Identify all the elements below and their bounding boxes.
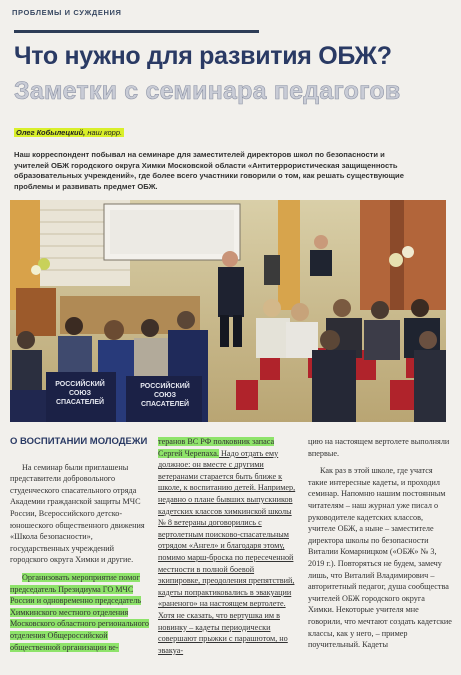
article-title: Что нужно для развития ОБЖ? [14, 42, 392, 70]
banner-line3-left: СПАСАТЕЛЕЙ [55, 399, 105, 406]
byline [14, 128, 124, 137]
lead-paragraph: Наш корреспондент побывал на семинаре для заместителей директоров школ по безопасности и учителей ОБЖ городского округа Химки Московской области «Антитеррористическая защищенность образовательных учреждений», где более всего участники говорили о том, как решать существующие проблемы и развивать предмет ОБЖ. [14, 150, 404, 191]
column-3 [308, 436, 452, 657]
article-subtitle: Заметки с семинара педагогов [14, 77, 401, 105]
col1-highlight: Организовать мероприятие помог председатель Президиума ГО МЧС России и одновременно председатель Химкинского местного отделения Московского областного регионального отделения Общероссийской общественной организации ве- [10, 572, 150, 652]
col1-paragraph-1: На семинар были приглашены представители добровольного студенческого спасательного отряда Академии гражданской защиты МЧС России, Всероссийского детско-юношеского общественного движения «Школа безопасности», государственных учреждений городского округа Химки и другие. [10, 462, 145, 565]
seminar-photo-illustration [10, 200, 446, 422]
banner-line3-right: СПАСАТЕЛЕЙ [140, 401, 190, 408]
column-1 [10, 430, 150, 659]
banner-line1-right: РОССИЙСКИЙ [140, 383, 190, 390]
byline-author: Олег Кобылецкий, [16, 128, 86, 137]
col1-paragraph-2 [10, 572, 150, 653]
banner-line1-left: РОССИЙСКИЙ [55, 381, 105, 388]
col2-paragraph-1 [158, 436, 298, 656]
byline-role: наш корр. [85, 128, 123, 137]
section-heading: О ВОСПИТАНИИ МОЛОДЕЖИ [10, 436, 148, 447]
header-rule [14, 30, 259, 33]
seminar-photo [10, 200, 446, 422]
banner-line2-right: СОЮЗ [154, 392, 176, 399]
col3-paragraph-2: Как раз в этой школе, где учатся такие интересные кадеты, и проходил семинар. Напомню нашим постоянным читателям – наш журнал уже писал о руководителе кадетских классов, учителе ОБЖ, а ныне – заместителе директора школы по безопасности Виталии Комарницком («ОБЖ» № 3, 2019 г.). Повторяться не будем, замечу лишь, что Виталий Владимирович – авторитетный педагог, душа сообщества учителей ОБЖ городского округа Химки. Некоторые учителя мне говорили, что мечтают создать кадетские классы, как у него, – пример поучительный. Кадеты [308, 466, 452, 650]
section-header: ПРОБЛЕМЫ И СУЖДЕНИЯ [12, 8, 122, 17]
col3-paragraph-1: цию на настоящем вертолете выполняли впервые. [308, 437, 450, 458]
col2-highlight: теранов ВС РФ полковник запаса Сергей Черепаха. [158, 437, 275, 458]
banner-line2-left: СОЮЗ [69, 390, 91, 397]
col2-underlined: Надо отдать ему должное: он вместе с другими ветеранами старается быть ближе к школе, к воспитанию детей. Например, недавно о плане бывших выпускников кадетских классов химкинской школы № 8 ветераны договорились с вертолетным поисково-спасательным отрядом «Ангел» и благодаря этому, помимо марш-броска по пересеченной местности в полной боевой экипировке, преодоления препятствий, кадеты попрактиковались в эвакуации «раненого» на настоящем вертолете. Хотя не сказать, что вертушка им в новинку – кадеты периодически совершают прыжки с парашютом, но эвакуа- [158, 448, 296, 655]
column-2 [158, 436, 298, 662]
